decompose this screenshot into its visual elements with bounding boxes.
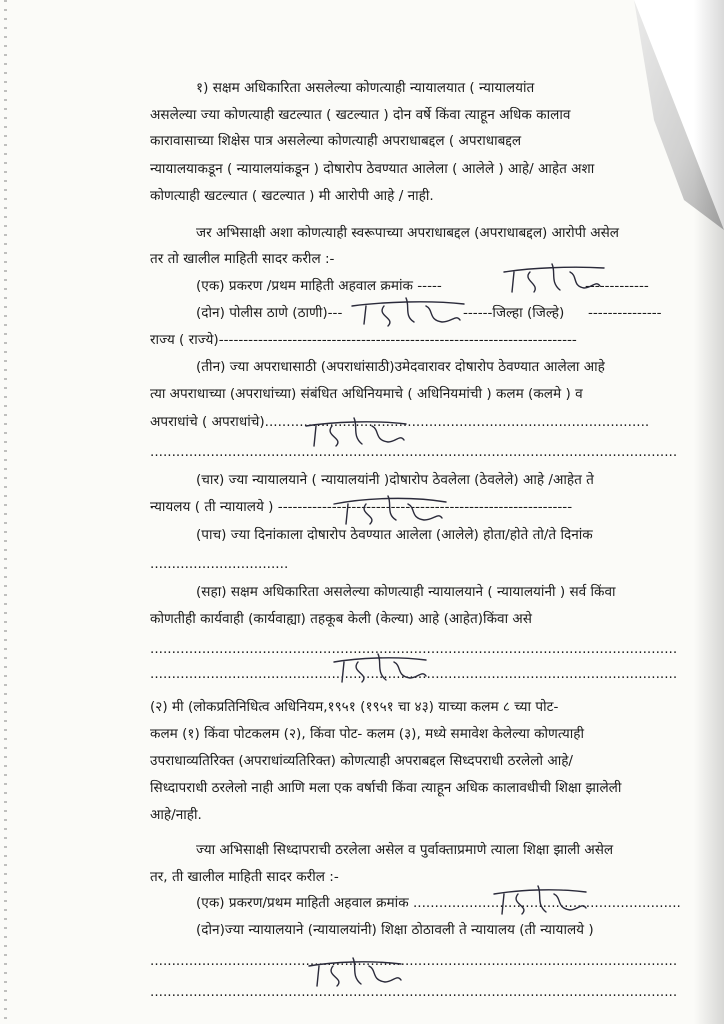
item1-char-line1: (चार) ज्या न्यायालयाने ( न्यायालयांनी )दोषारोप ठेवलेला (ठेवलेले) आहे /आहेत ते — [196, 472, 594, 488]
item1-saha-line1: (सहा) सक्षम अधिकारिता असलेल्या कोणत्याही न्यायालयाने ( न्यायालयांनी ) सर्व किंवा — [196, 584, 616, 600]
para2-line4: सिध्दापराधी ठरलेलो नाही आणि मला एक वर्षाची किंवा त्याहून अधिक कालावधीची शिक्षा झालेली — [150, 780, 622, 796]
handwritten-nil-1 — [500, 258, 610, 298]
para2b-line2: तर, ती खालील माहिती सादर करील :- — [150, 869, 339, 885]
para2-line3: उपराधाव्यतिरिक्त (अपराधांव्यतिरिक्त) कोणत्याही अपराबद्दल सिध्दपराधी ठरलेलो आहे/ — [150, 753, 574, 769]
handwritten-nil-4 — [330, 486, 450, 530]
item2-dotted2: .......................................................................................................................... — [150, 984, 678, 1000]
item1-teen-line2: त्या अपराधाच्या (अपराधांच्या) संबंधित अधिनियमाचे ( अधिनियमांची ) कलम (कलमे ) व — [150, 386, 583, 402]
item1-saha-dotted1: .......................................................................................................................... — [150, 641, 678, 657]
item1-teen-line3: अपराधांचे ( अपराधांचे)......................................................................................... — [150, 414, 650, 430]
para1-line2: असलेल्या ज्या कोणत्याही खटल्यात ( खटल्यात ) दोन वर्षे किंवा त्याहून अधिक कालाव — [150, 107, 571, 123]
handwritten-nil-6 — [490, 880, 590, 920]
item1-state: राज्य ( राज्ये)------------------------------------------------------------------------- — [150, 332, 577, 348]
para1-line3: कारावासाच्या शिक्षेस पात्र असलेल्या कोणत्याही अपराधाबद्दल ( अपराधाबद्दल — [150, 133, 522, 149]
page-edge-shadow — [694, 0, 724, 1024]
scan-binding-marks — [4, 0, 7, 1024]
para1-line5: कोणत्याही खटल्यात ( खटल्यात ) मी आरोपी आहे / नाही. — [150, 188, 434, 204]
item1-char-line2: न्यायलय ( ती न्यायालये ) ------------------------------------------------------------ — [150, 499, 573, 515]
para1b-line1: जर अभिसाक्षी अशा कोणत्याही स्वरूपाच्या अपराधाबद्दल (अपराधाबद्दल) आरोपी असेल — [196, 225, 619, 241]
item2-don: (दोन)ज्या न्यायालयाने (न्यायालयांनी) शिक्षा ठोठावली ते न्यायालय (ती न्यायालये ) — [196, 922, 594, 938]
para2-line1: (२) मी (लोकप्रतिनिधित्व अधिनियम,१९५१ (१९५१ चा ४३) याच्या कलम ८ च्या पोट- — [150, 699, 559, 715]
handwritten-nil-7 — [305, 950, 405, 994]
item1-don-district: ------जिल्हा (जिल्हे) — [463, 305, 565, 321]
item2-dotted1: .......................................................................................................................... — [150, 953, 678, 969]
item1-don-label: (दोन) पोलीस ठाणे (ठाणी)--- — [196, 305, 343, 321]
item1-teen-dotted: .......................................................................................................................... — [150, 444, 678, 460]
para1-line1: १) सक्षम अधिकारिता असलेल्या कोणत्याही न्यायालयात ( न्यायालयांत — [196, 80, 535, 96]
item1-pach-dotted: ................................ — [150, 556, 289, 572]
para2-line2: कलम (१) किंवा पोटकलम (२), किंवा पोट- कलम (३), मध्ये समावेश केलेल्या कोणत्याही — [150, 726, 584, 742]
item1-saha-dotted2: .......................................................................................................................... — [150, 666, 678, 682]
para2b-line1: ज्या अभिसाक्षी सिध्दापराची ठरलेला असेल व पुर्वाक्ताप्रमाणे त्याला शिक्षा झाली असेल — [196, 842, 614, 858]
item1-ek-label: (एक) प्रकरण /प्रथम माहिती अहवाल क्रमांक ----- — [196, 278, 442, 294]
item1-pach-line1: (पाच) ज्या दिनांकाला दोषारोप ठेवण्यात आलेला (आलेले) होता/होते तो/ते दिनांक — [196, 527, 593, 543]
para1b-line2: तर तो खालील माहिती सादर करील :- — [150, 251, 335, 267]
item1-ek-dashes: ------------- — [585, 278, 649, 294]
para2-line5: आहे/नाही. — [150, 807, 202, 823]
handwritten-nil-2 — [348, 290, 468, 330]
item1-don-dashes: --------------- — [588, 305, 662, 321]
para1-line4: न्यायालयाकडून ( न्यायालयांकडून ) दोषारोप ठेवण्यात आलेला ( आलेले ) आहे/ आहेत अशा — [150, 161, 595, 177]
handwritten-nil-3 — [302, 412, 412, 452]
item1-saha-line2: कोणतीही कार्यवाही (कार्यवाह्या) तहकूब केली (केल्या) आहे (आहेत)किंवा असे — [150, 611, 532, 627]
handwritten-nil-5 — [330, 648, 430, 688]
item1-teen-line1: (तीन) ज्या अपराधासाठी (अपराधांसाठी)उमेदवारावर दोषारोप ठेवण्यात आलेला आहे — [196, 359, 605, 375]
item2-ek: (एक) प्रकरण/प्रथम माहिती अहवाल क्रमांक .............................................................. — [196, 895, 681, 911]
